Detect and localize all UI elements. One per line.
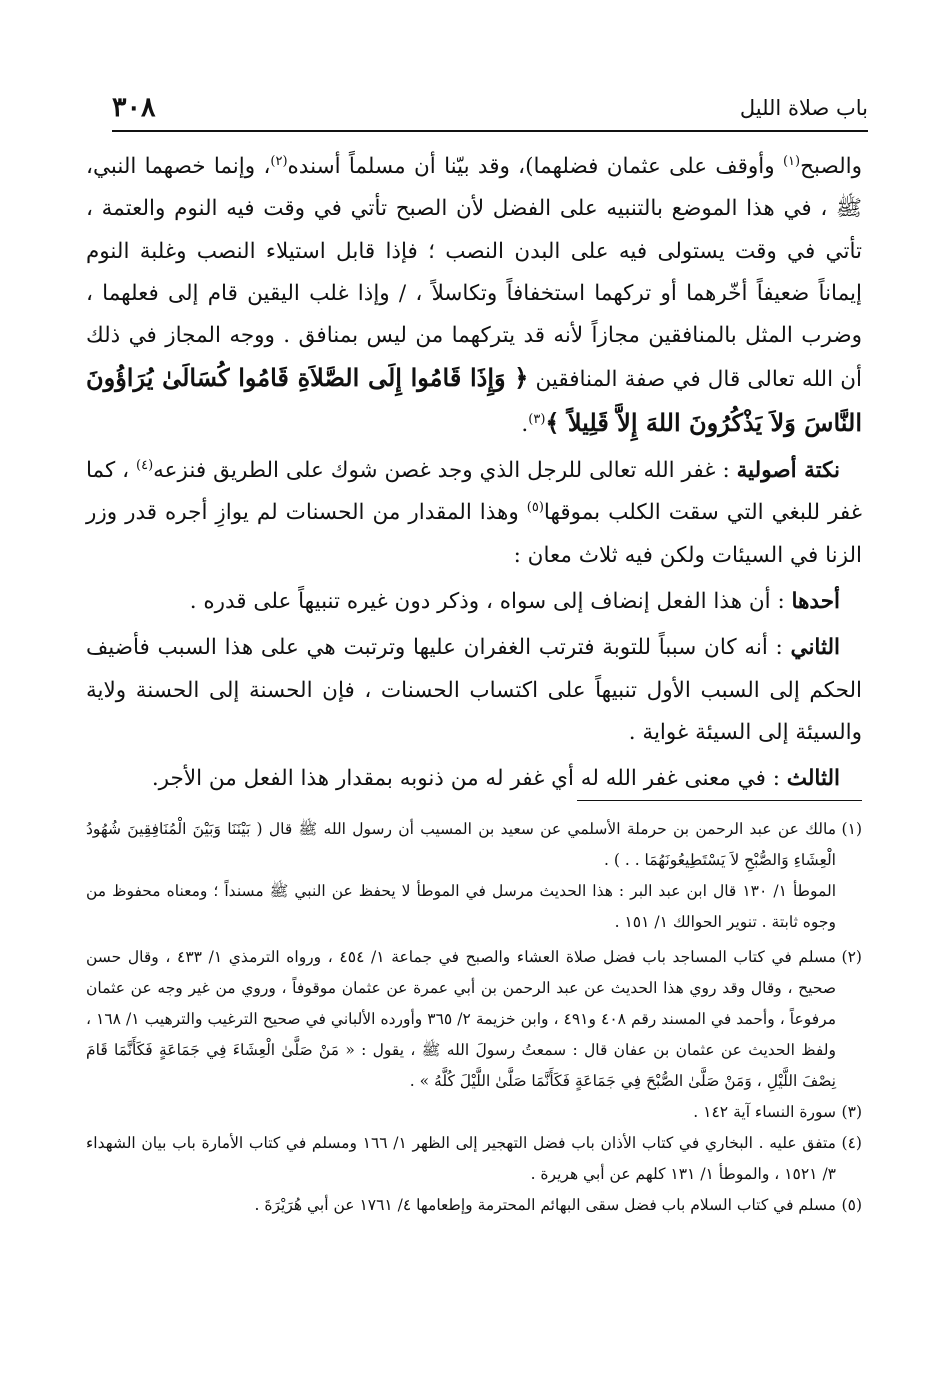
page-number: ٣٠٨ — [112, 92, 156, 123]
paragraph-4: الثاني : أنه كان سبباً للتوبة فترتب الغفران عليها وترتبت هي على هذا السبب فأضيف الحكم إلى السبب الأول تنبيهاً على اكتساب الحسنات ، فإن الحسنة إلى الحسنة ولاية والسيئة إلى السيئة غواية . — [86, 635, 862, 745]
footnote-ref-2[interactable]: (٢) — [270, 153, 288, 169]
footnote-4: (٤)متفق عليه . البخاري في كتاب الأذان باب فضل التهجير إلى الظهر ١/ ١٦٦ ومسلم في كتاب الأمارة باب بيان الشهداء ٣/ ١٥٢١ ، والموطأ ١/ ١٣١ كلهم عن أبي هريرة . — [86, 1134, 862, 1183]
footnote-2: (٢)مسلم في كتاب المساجد باب فضل صلاة العشاء والصبح في جماعة ١/ ٤٥٤ ، ورواه الترمذي ١/ ٤٣٣ ، وقال حسن صحيح ، وقال وقد روي هذا الحديث عن عبد الرحمن بن أبي عمرة عن عثمان موقوفاً ، وروي من غير وجه عن عثمان مرفوعاً ، وأحمد في المسند رقم ٤٠٨ و٤٩١ ، وابن خزيمة ٢/ ٣٦٥ وأورده الألباني في صحيح الترغيب والترهيب ١/ ١٦٨ ، ولفظ الحديث عن عثمان بن عفان قال : سمعتُ رسولَ الله ﷺ ، يقول : « مَنْ صَلَّىٰ الْعِشَاءَ فِي جَمَاعَةٍ فَكَأَنَّمَا قَامَ نِصْفَ اللَّيْلِ ، وَمَنْ صَلَّىٰ الصُّبْحَ فِي جَمَاعَةٍ فَكَأَنَّمَا صَلَّىٰ اللَّيْلَ كُلَّهُ » . — [86, 948, 862, 1090]
section-label: نكتة أصولية — [736, 458, 840, 484]
page-header — [112, 92, 868, 132]
footnote-1-continued: الموطأ ١/ ١٣٠ قال ابن عبد البر : هذا الحديث مرسل في الموطأ لا يحفظ عن النبي ﷺ مسنداً ؛ ومعناه محفوظ من وجوه ثابتة . تنوير الحوالك ١/ ١٥١ . — [86, 882, 836, 931]
footnote-1: (١)مالك عن عبد الرحمن بن حرملة الأسلمي عن سعيد بن المسيب أن رسول الله ﷺ قال ( بَيْنَنَا وَبَيْنَ الْمُنَافِقِينَ شُهُودُ الْعِشَاءِ وَالصُّبْحِ لاَ يَسْتَطِيعُونَهُمَا . . ) . — [86, 820, 862, 869]
footnote-ref-5[interactable]: (٥) — [526, 500, 544, 516]
point-label-2: الثاني — [790, 635, 840, 661]
paragraph-3: أحدها : أن هذا الفعل إنضاف إلى سواه ، وذكر دون غيره تنبيهاً على قدره . — [189, 588, 840, 614]
footnote-3: (٣)سورة النساء آية ١٤٢ . — [693, 1103, 862, 1121]
running-title: باب صلاة الليل — [739, 96, 868, 120]
paragraph-2: نكتة أصولية : غفر الله تعالى للرجل الذي وجد غصن شوك على الطريق فنزعه$^{(٤)}$ ، كما غفر للبغي التي سقت الكلب بموقها$^{(٥)}$ وهذا المقدار من الحسنات لم يوازِ أجره قدر وزر الزنا في السيئات ولكن فيه ثلاث معان : — [86, 457, 863, 568]
footnotes — [86, 814, 862, 1221]
point-label-3: الثالث — [786, 766, 840, 792]
paragraph-1: والصبح$^{(١)}$ وأوقف على عثمان فضلهما)، وقد بيّنا أن مسلماً أسنده$^{(٢)}$، وإنما خصهما النبي، ﷺ ، في هذا الموضع بالتنبيه على الفضل لأن الصبح تأتي في وقت فيه النوم والعتمة ، تأتي في وقت يستولى فيه على البدن النصب ؛ فإذا قابل استيلاء النصب وغلبة النوم إيماناً ضعيفاً أخّرهما أو تركهما استخفافاً وتكاسلاً ، / وإذا غلب اليقين قام إلى فعلهما ، وضرب المثل بالمنافقين مجازاً لأنه قد يتركهما من ليس بمنافق . ووجه المجاز في ذلك أن الله تعالى قال في صفة المنافقين ﴿ وَإِذَا قَامُوا إِلَى الصَّلاَةِ قَامُوا كُسَالَىٰ يُرَاؤُونَ النَّاسَ وَلاَ يَذْكُرُونَ اللهَ إِلاَّ قَلِيلاً ﴾$^{(٣)}$. — [86, 153, 862, 437]
quran-verse: ﴿ وَإِذَا قَامُوا إِلَى الصَّلاَةِ قَامُوا كُسَالَىٰ يُرَاؤُونَ النَّاسَ وَلاَ يَذْكُرُونَ اللهَ إِلاَّ قَلِيلاً ﴾ — [86, 363, 862, 437]
footnote-ref-4[interactable]: (٤) — [136, 457, 154, 473]
paragraph-5: الثالث : في معنى غفر الله له أي غفر له من ذنوبه بمقدار هذا الفعل من الأجر. — [151, 766, 840, 792]
point-label-1: أحدها — [791, 588, 840, 614]
footnote-ref-1[interactable]: (١) — [782, 153, 801, 169]
footnote-5: (٥)مسلم في كتاب السلام باب فضل سقى البهائم المحترمة وإطعامها ٤/ ١٧٦١ عن أبي هُرَيْرَةَ . — [254, 1196, 862, 1214]
footnote-ref-3[interactable]: (٣) — [528, 411, 546, 427]
footnote-divider — [577, 800, 862, 801]
main-text — [86, 146, 862, 800]
